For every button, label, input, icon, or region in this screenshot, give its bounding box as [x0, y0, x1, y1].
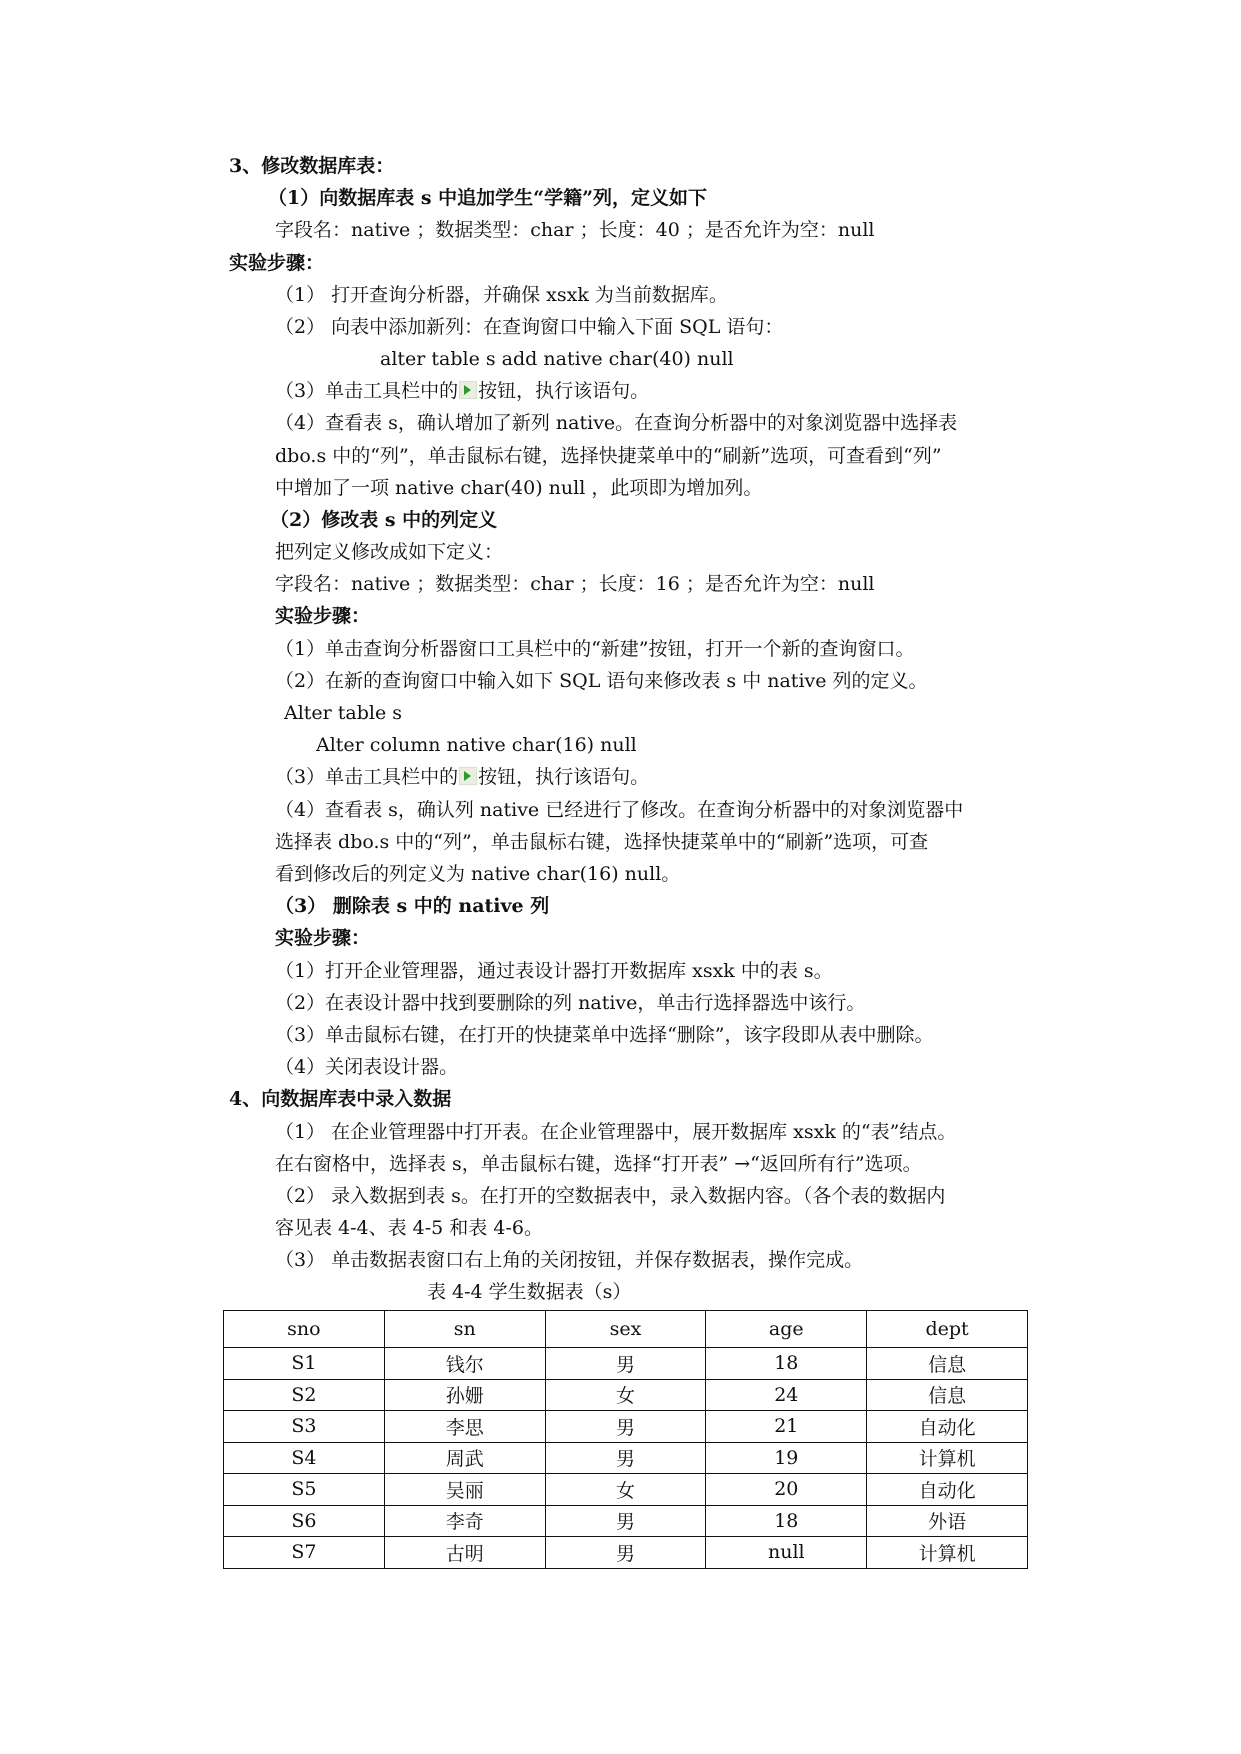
part-2-sql-line-1: Alter table s	[284, 702, 403, 724]
table-header-row	[224, 1311, 1028, 1348]
table-caption: 表 4-4 学生数据表（s）	[427, 1281, 632, 1303]
cell-dept: 自动化	[867, 1474, 1028, 1506]
part-2-step-4-line-1: （4）查看表 s，确认列 native 已经进行了修改。在查询分析器中的对象浏览器中	[275, 799, 964, 821]
cell-sno: S7	[224, 1537, 385, 1569]
part-2-steps-label: 实验步骤：	[275, 605, 371, 627]
part-3-step-3: （3）单击鼠标右键，在打开的快捷菜单中选择“删除”，该字段即从表中删除。	[275, 1024, 934, 1046]
cell-sn: 李奇	[384, 1505, 545, 1537]
part-2-step-2: （2）在新的查询窗口中输入如下 SQL 语句来修改表 s 中 native 列的定义。	[275, 670, 928, 692]
cell-sno: S1	[224, 1348, 385, 1380]
part-2-step-4-line-2: 选择表 dbo.s 中的“列”，单击鼠标右键，选择快捷菜单中的“刷新”选项，可查	[275, 831, 929, 853]
section-3-heading: 3、修改数据库表：	[229, 155, 395, 177]
cell-sno: S6	[224, 1505, 385, 1537]
cell-sex: 女	[545, 1474, 706, 1506]
part-2-intro: 把列定义修改成如下定义：	[275, 541, 504, 563]
part-1-step-3	[275, 375, 649, 407]
cell-dept: 计算机	[867, 1537, 1028, 1569]
table-row	[224, 1505, 1028, 1537]
execute-run-icon	[459, 767, 477, 785]
cell-age: 18	[706, 1348, 867, 1380]
execute-run-icon	[459, 381, 477, 399]
cell-dept: 外语	[867, 1505, 1028, 1537]
step-3-suffix: 按钮，执行该语句。	[478, 766, 650, 788]
cell-sn: 孙姗	[384, 1379, 545, 1411]
cell-sno: S4	[224, 1442, 385, 1474]
step-3-suffix: 按钮，执行该语句。	[478, 380, 650, 402]
cell-age: 20	[706, 1474, 867, 1506]
cell-sn: 古明	[384, 1537, 545, 1569]
part-2-step-1: （1）单击查询分析器窗口工具栏中的“新建”按钮，打开一个新的查询窗口。	[275, 638, 915, 660]
part-2-step-3	[275, 761, 649, 793]
cell-sn: 李思	[384, 1411, 545, 1443]
cell-dept: 计算机	[867, 1442, 1028, 1474]
part-2-sql-line-2: Alter column native char(16) null	[316, 734, 637, 756]
part-1-sql: alter table s add native char(40) null	[380, 348, 734, 370]
section-4-step-2-line-1: （2） 录入数据到表 s。在打开的空数据表中，录入数据内容。（各个表的数据内	[275, 1185, 946, 1207]
cell-age: 24	[706, 1379, 867, 1411]
part-1-step-4-line-3: 中增加了一项 native char(40) null ，此项即为增加列。	[275, 477, 763, 499]
cell-sex: 男	[545, 1348, 706, 1380]
part-2-step-4-line-3: 看到修改后的列定义为 native char(16) null。	[275, 863, 681, 885]
cell-sno: S2	[224, 1379, 385, 1411]
part-3-step-2: （2）在表设计器中找到要删除的列 native，单击行选择器选中该行。	[275, 992, 866, 1014]
cell-dept: 信息	[867, 1379, 1028, 1411]
table-row	[224, 1411, 1028, 1443]
student-data-table	[223, 1310, 1028, 1569]
cell-sex: 男	[545, 1537, 706, 1569]
table-row	[224, 1474, 1028, 1506]
part-2-title: （2）修改表 s 中的列定义	[270, 509, 498, 531]
part-1-step-4-line-2: dbo.s 中的“列”，单击鼠标右键，选择快捷菜单中的“刷新”选项，可查看到“列”	[275, 445, 942, 467]
cell-sex: 男	[545, 1505, 706, 1537]
part-1-step-2: （2） 向表中添加新列：在查询窗口中输入下面 SQL 语句：	[275, 316, 784, 338]
cell-sex: 男	[545, 1442, 706, 1474]
part-3-step-1: （1）打开企业管理器，通过表设计器打开数据库 xsxk 中的表 s。	[275, 960, 833, 982]
section-4-heading: 4、向数据库表中录入数据	[229, 1088, 452, 1110]
cell-dept: 信息	[867, 1348, 1028, 1380]
cell-sex: 男	[545, 1411, 706, 1443]
table-row	[224, 1379, 1028, 1411]
part-1-definition: 字段名：native ；数据类型：char ；长度：40 ；是否允许为空：null	[275, 219, 875, 241]
column-header: sno	[224, 1311, 385, 1348]
cell-age: null	[706, 1537, 867, 1569]
step-3-prefix: （3）单击工具栏中的	[275, 380, 459, 402]
section-4-step-2-line-2: 容见表 4-4、表 4-5 和表 4-6。	[275, 1217, 543, 1239]
section-4-step-1-line-1: （1） 在企业管理器中打开表。在企业管理器中，展开数据库 xsxk 的“表”结点。	[275, 1121, 957, 1143]
section-4-step-1-line-2: 在右窗格中，选择表 s，单击鼠标右键，选择“打开表” →“返回所有行”选项。	[275, 1153, 922, 1175]
step-3-prefix: （3）单击工具栏中的	[275, 766, 459, 788]
section-4-step-3: （3） 单击数据表窗口右上角的关闭按钮，并保存数据表，操作完成。	[275, 1249, 864, 1271]
cell-sex: 女	[545, 1379, 706, 1411]
part-1-step-4-line-1: （4）查看表 s，确认增加了新列 native。在查询分析器中的对象浏览器中选择表	[275, 412, 958, 434]
part-3-steps-label: 实验步骤：	[275, 927, 371, 949]
part-3-step-4: （4）关闭表设计器。	[275, 1056, 459, 1078]
column-header: age	[706, 1311, 867, 1348]
cell-sno: S3	[224, 1411, 385, 1443]
cell-age: 19	[706, 1442, 867, 1474]
part-1-title: （1）向数据库表 s 中追加学生“学籍”列，定义如下	[268, 187, 708, 209]
part-1-steps-label: 实验步骤：	[229, 252, 325, 274]
cell-sn: 周武	[384, 1442, 545, 1474]
cell-sno: S5	[224, 1474, 385, 1506]
cell-sn: 钱尔	[384, 1348, 545, 1380]
part-2-definition: 字段名：native ；数据类型：char ；长度：16 ；是否允许为空：null	[275, 573, 875, 595]
cell-age: 21	[706, 1411, 867, 1443]
table-row	[224, 1348, 1028, 1380]
cell-sn: 吴丽	[384, 1474, 545, 1506]
cell-dept: 自动化	[867, 1411, 1028, 1443]
part-3-title: （3） 删除表 s 中的 native 列	[275, 895, 550, 917]
table-row	[224, 1442, 1028, 1474]
cell-age: 18	[706, 1505, 867, 1537]
part-1-step-1: （1） 打开查询分析器，并确保 xsxk 为当前数据库。	[275, 284, 728, 306]
column-header: sn	[384, 1311, 545, 1348]
column-header: dept	[867, 1311, 1028, 1348]
table-row	[224, 1537, 1028, 1569]
column-header: sex	[545, 1311, 706, 1348]
